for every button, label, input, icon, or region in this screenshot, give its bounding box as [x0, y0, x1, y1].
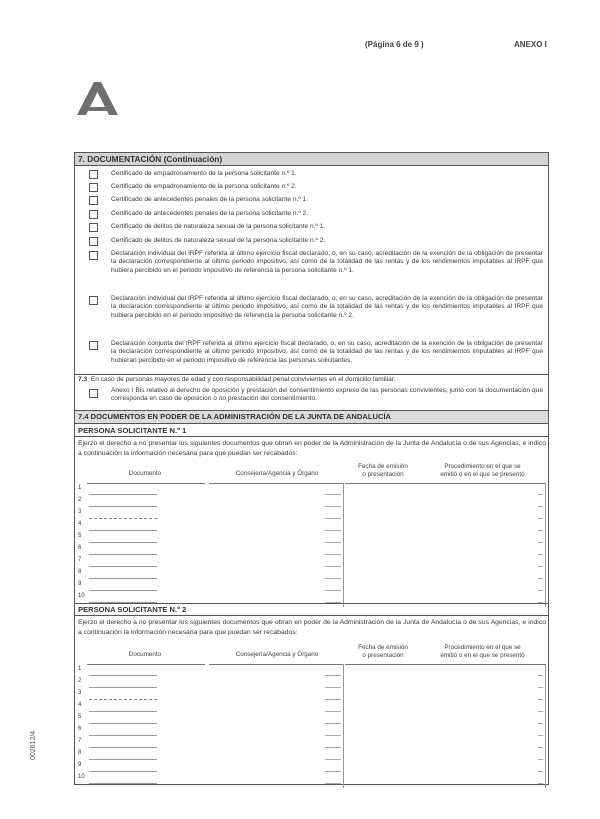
document-field[interactable]	[89, 530, 157, 531]
doc-item-label: Declaración individual del IRPF referida al último ejercicio fiscal declarado, o, en su caso, acreditación de la exención de la obligación de presentar la declaración correspondiente al último periodo impositivo, así como de la totalidad de las rentas y de los rendimientos imputables al IRPF que hubiera percibido en el periodo impositivo de referencia la persona solicitante n.º 1.	[111, 250, 543, 274]
doc-item	[75, 183, 548, 193]
document-field[interactable]	[89, 566, 157, 567]
divider	[75, 374, 548, 375]
column-divider	[343, 483, 344, 607]
consejeria-field[interactable]	[325, 759, 341, 760]
applicant-1-intro: Ejerzo el derecho a no presentar los siguientes documentos que obran en poder de la Administración de la Junta de Andalucía o de sus Agencias, e indico a continuación la información necesaria para que puedan ser recabados:	[78, 440, 546, 457]
procedimiento-field[interactable]	[538, 759, 543, 760]
row-number: 5	[78, 714, 82, 720]
document-field[interactable]	[89, 735, 157, 736]
column-header-text: o presentación	[362, 471, 404, 478]
column-header	[95, 470, 195, 478]
procedimiento-field[interactable]	[538, 735, 543, 736]
document-field[interactable]	[89, 783, 157, 784]
checkbox[interactable]	[89, 296, 98, 305]
procedimiento-field[interactable]	[538, 711, 543, 712]
junta-andalucia-logo	[74, 80, 120, 116]
doc-item	[75, 250, 548, 290]
consejeria-field[interactable]	[325, 494, 341, 495]
consejeria-field[interactable]	[325, 771, 341, 772]
doc-item	[75, 223, 548, 233]
subsection-7-3	[78, 376, 396, 383]
column-header-text: Procedimiento en el que se	[444, 463, 521, 470]
consejeria-field[interactable]	[325, 711, 341, 712]
document-field[interactable]	[89, 699, 157, 700]
document-field[interactable]	[89, 711, 157, 712]
document-field[interactable]	[89, 494, 157, 495]
header-underline	[87, 483, 205, 484]
procedimiento-field[interactable]	[538, 675, 543, 676]
consejeria-field[interactable]	[325, 518, 341, 519]
column-header-text: emitió o en el que se presentó	[440, 652, 525, 659]
procedimiento-field[interactable]	[538, 530, 543, 531]
row-number: 9	[78, 581, 82, 587]
consejeria-field[interactable]	[325, 578, 341, 579]
column-header-text: emitió o en el que se presentó	[440, 471, 525, 478]
doc-item	[75, 210, 548, 220]
document-field[interactable]	[89, 723, 157, 724]
column-header-text: Documento	[128, 651, 162, 658]
checkbox[interactable]	[89, 251, 98, 260]
header-underline	[345, 483, 545, 484]
document-field[interactable]	[89, 506, 157, 507]
procedimiento-field[interactable]	[538, 747, 543, 748]
checkbox[interactable]	[89, 210, 98, 219]
procedimiento-field[interactable]	[538, 566, 543, 567]
section-title: 7. DOCUMENTACIÓN (Continuación)	[75, 153, 548, 166]
row-number: 4	[78, 702, 82, 708]
column-header-text: Fecha de emisión	[358, 463, 408, 470]
document-field[interactable]	[89, 687, 157, 688]
header-underline	[209, 483, 343, 484]
doc-item-label: Declaración individual del IRPF referida al último ejercicio fiscal declarado, o, en su caso, acreditación de la exención de la obligación de presentar la declaración correspondiente al último periodo impositivo, así como de la totalidad de las rentas y de los rendimientos imputables al IRPF que hubiera percibido en el periodo impositivo de referencia la persona solicitante n.º 2.	[111, 295, 543, 319]
applicant-1-heading: PERSONA SOLICITANTE N.º 1	[78, 426, 187, 435]
doc-item	[75, 340, 548, 374]
divider	[75, 436, 548, 437]
document-field[interactable]	[89, 771, 157, 772]
consejeria-field[interactable]	[325, 675, 341, 676]
subsection-number: 7.3	[78, 376, 88, 383]
procedimiento-field[interactable]	[538, 506, 543, 507]
row-number: 9	[78, 762, 82, 768]
procedimiento-field[interactable]	[538, 687, 543, 688]
row-number: 4	[78, 521, 82, 527]
column-header	[343, 463, 423, 479]
procedimiento-field[interactable]	[538, 554, 543, 555]
checkbox[interactable]	[89, 223, 98, 232]
page-number: (Página 6 de 9 )	[365, 40, 424, 49]
consejeria-field[interactable]	[325, 530, 341, 531]
row-number: 8	[78, 569, 82, 575]
column-header	[95, 651, 195, 659]
column-header-text: Fecha de emisión	[358, 644, 408, 651]
header-underline	[209, 664, 343, 665]
column-header-text: Consejería/Agencia y Órgano	[235, 470, 319, 477]
row-number: 7	[78, 557, 82, 563]
doc-item	[75, 196, 548, 206]
form-code: 002612/4	[30, 730, 37, 760]
row-number: 2	[78, 678, 82, 684]
procedimiento-field[interactable]	[538, 578, 543, 579]
checkbox[interactable]	[89, 389, 98, 398]
checkbox[interactable]	[89, 237, 98, 246]
row-number: 3	[78, 690, 82, 696]
procedimiento-field[interactable]	[538, 783, 543, 784]
doc-item	[75, 170, 548, 180]
annex-label: ANEXO I	[514, 40, 547, 49]
consejeria-field[interactable]	[325, 687, 341, 688]
doc-item-label: Certificado de antecedentes penales de la persona solicitante n.º 1.	[111, 196, 309, 203]
doc-item-label: Declaración conjunta del IRPF referida al último ejercicio fiscal declarado, o, en su caso, acreditación de la exención de la obligación de presentar la declaración correspondiente al último periodo impositivo, así como de la totalidad de las rentas y de los rendimientos imputables al IRPF que hubieran percibido en el periodo impositivo de referencia las personas solicitantes.	[111, 340, 543, 364]
doc-item	[75, 295, 548, 335]
divider	[75, 423, 548, 424]
procedimiento-field[interactable]	[538, 723, 543, 724]
document-field[interactable]	[89, 747, 157, 748]
doc-item-label: Certificado de delitos de naturaleza sexual de la persona solicitante n.º 2.	[111, 237, 326, 244]
applicant-2-heading: PERSONA SOLICITANTE N.º 2	[78, 605, 187, 614]
subsection-7-4-title: 7.4 DOCUMENTOS EN PODER DE LA ADMINISTRACIÓN DE LA JUNTA DE ANDALUCÍA	[75, 411, 548, 423]
column-header	[207, 651, 347, 659]
page-header	[0, 40, 600, 54]
row-number: 1	[78, 485, 82, 491]
column-header-text: Procedimiento en el que se	[444, 644, 521, 651]
header-underline	[87, 664, 205, 665]
row-number: 10	[78, 593, 85, 599]
row-number: 3	[78, 509, 82, 515]
row-number: 7	[78, 738, 82, 744]
column-header-text: Consejería/Agencia y Órgano	[235, 651, 319, 658]
doc-item	[75, 237, 548, 247]
column-header-text: o presentación	[362, 652, 404, 659]
row-number: 8	[78, 750, 82, 756]
column-header	[207, 470, 347, 478]
column-divider	[545, 483, 546, 607]
consejeria-field[interactable]	[325, 590, 341, 591]
procedimiento-field[interactable]	[538, 542, 543, 543]
row-number: 2	[78, 497, 82, 503]
column-header	[420, 644, 545, 660]
document-field[interactable]	[89, 554, 157, 555]
doc-item-label: Anexo I Bis relativo al derecho de oposición y prestación del consentimiento expreso de las personas convivientes, junto con la documentación que corresponda en caso de oposición o no prestación del consentimiento.	[111, 387, 543, 403]
applicant-2-intro: Ejerzo el derecho a no presentar los siguientes documentos que obran en poder de la Administración de la Junta de Andalucía o de sus Agencias, e indico a continuación la información necesaria para que puedan ser recabados:	[78, 619, 546, 636]
checkbox[interactable]	[89, 196, 98, 205]
checkbox[interactable]	[89, 170, 98, 179]
procedimiento-field[interactable]	[538, 518, 543, 519]
document-field[interactable]	[89, 759, 157, 760]
document-field[interactable]	[89, 578, 157, 579]
procedimiento-field[interactable]	[538, 590, 543, 591]
column-header	[420, 463, 545, 479]
column-divider	[343, 664, 344, 788]
document-field[interactable]	[89, 542, 157, 543]
column-header-text: Documento	[128, 470, 162, 477]
row-number: 1	[78, 666, 82, 672]
consejeria-field[interactable]	[325, 747, 341, 748]
document-field[interactable]	[89, 675, 157, 676]
row-number: 10	[78, 774, 85, 780]
document-field[interactable]	[89, 518, 157, 519]
header-underline	[345, 664, 545, 665]
consejeria-field[interactable]	[325, 566, 341, 567]
doc-item-label: Certificado de antecedentes penales de la persona solicitante n.º 2.	[111, 210, 309, 217]
column-divider	[545, 664, 546, 788]
doc-item-label: Certificado de delitos de naturaleza sexual de la persona solicitante n.º 1.	[111, 223, 326, 230]
procedimiento-field[interactable]	[538, 699, 543, 700]
consejeria-field[interactable]	[325, 554, 341, 555]
procedimiento-field[interactable]	[538, 771, 543, 772]
consejeria-field[interactable]	[325, 783, 341, 784]
row-number: 6	[78, 545, 82, 551]
doc-item-label: Certificado de empadronamiento de la persona solicitante n.º 2.	[111, 183, 297, 190]
documentation-section	[74, 152, 549, 785]
divider	[75, 603, 548, 604]
checkbox[interactable]	[89, 183, 98, 192]
procedimiento-field[interactable]	[538, 494, 543, 495]
consejeria-field[interactable]	[325, 723, 341, 724]
subsection-text: En caso de personas mayores de edad y con responsabilidad penal convivientes en el domicilio familiar:	[90, 376, 396, 383]
doc-item-label: Certificado de empadronamiento de la persona solicitante n.º 1.	[111, 170, 297, 177]
consejeria-field[interactable]	[325, 542, 341, 543]
checkbox[interactable]	[89, 341, 98, 350]
divider	[75, 615, 548, 616]
row-number: 5	[78, 533, 82, 539]
consejeria-field[interactable]	[325, 699, 341, 700]
document-field[interactable]	[89, 590, 157, 591]
row-number: 6	[78, 726, 82, 732]
doc-item	[75, 387, 548, 407]
consejeria-field[interactable]	[325, 506, 341, 507]
consejeria-field[interactable]	[325, 735, 341, 736]
column-header	[343, 644, 423, 660]
